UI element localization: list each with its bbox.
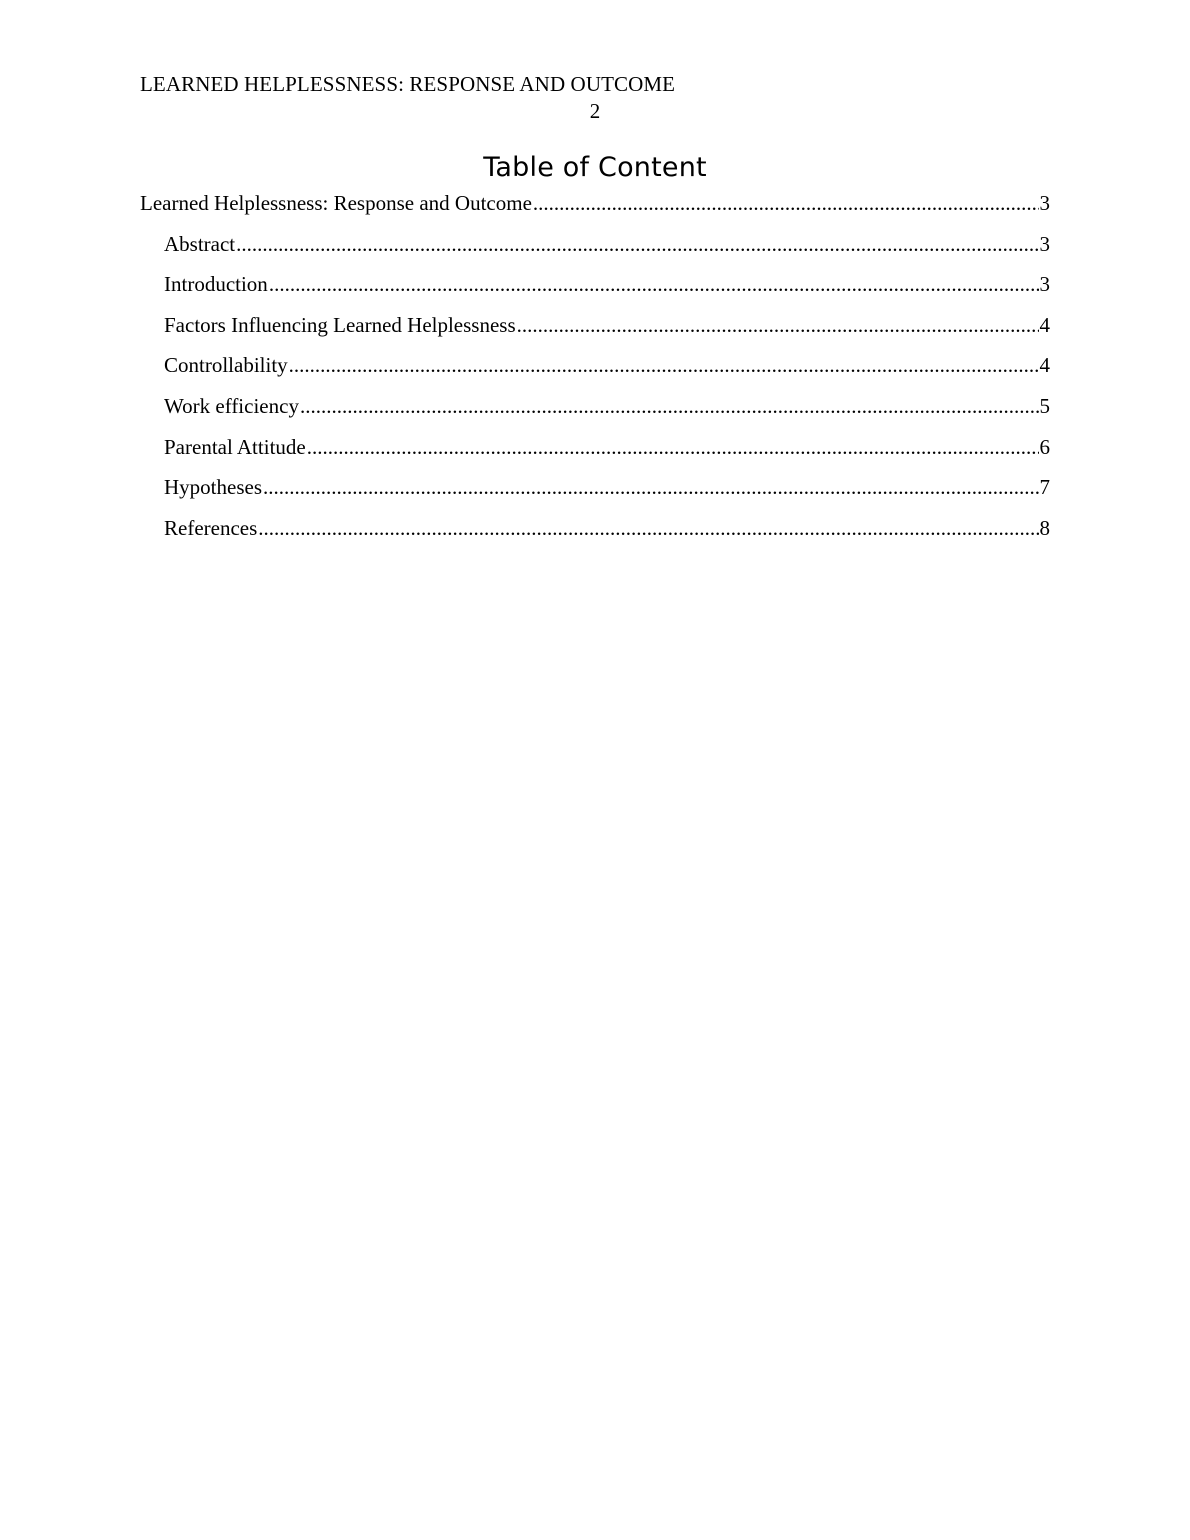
toc-entry[interactable] xyxy=(140,230,1050,271)
toc-dot-leader xyxy=(236,230,1038,258)
toc-entry-page: 3 xyxy=(1039,231,1050,256)
toc-entry-label: Hypotheses xyxy=(164,475,262,500)
toc-entry-label: Factors Influencing Learned Helplessness xyxy=(164,312,516,337)
toc-entry[interactable] xyxy=(140,514,1050,555)
toc-entry-page: 5 xyxy=(1039,393,1050,418)
toc-entry-page: 3 xyxy=(1039,272,1050,297)
toc-dot-leader xyxy=(533,189,1039,217)
toc-entry[interactable] xyxy=(140,433,1050,474)
toc-entry-page: 7 xyxy=(1039,475,1050,500)
toc-entry[interactable] xyxy=(140,189,1050,230)
toc-entry-label: Parental Attitude xyxy=(164,434,306,459)
page-number: 2 xyxy=(589,99,601,123)
toc-entry[interactable] xyxy=(140,473,1050,514)
toc-entry[interactable] xyxy=(140,311,1050,352)
toc-entry-label: Learned Helplessness: Response and Outcome xyxy=(140,191,532,215)
toc-entry-page: 6 xyxy=(1039,434,1050,459)
toc-dot-leader xyxy=(300,392,1039,420)
toc-entry-label: Controllability xyxy=(164,353,288,378)
toc-entry[interactable] xyxy=(140,392,1050,433)
toc-entry-page: 8 xyxy=(1039,515,1050,540)
toc-dot-leader xyxy=(517,311,1039,339)
toc-entry-page: 3 xyxy=(1039,191,1050,215)
toc-entry-page: 4 xyxy=(1039,353,1050,378)
toc-dot-leader xyxy=(258,514,1038,542)
toc-entry-label: Abstract xyxy=(164,231,236,256)
toc-entry[interactable] xyxy=(140,351,1050,392)
toc-dot-leader xyxy=(263,473,1039,501)
toc-entry-label: References xyxy=(164,515,258,540)
toc-entry-label: Work efficiency xyxy=(164,393,299,418)
toc-entry[interactable] xyxy=(140,270,1050,311)
running-head: LEARNED HELPLESSNESS: RESPONSE AND OUTCOME xyxy=(140,72,676,96)
toc-dot-leader xyxy=(289,351,1039,379)
toc-title: Table of Content xyxy=(483,152,707,183)
toc-entry-page: 4 xyxy=(1039,312,1050,337)
toc-dot-leader xyxy=(269,270,1039,298)
toc-entry-label: Introduction xyxy=(164,272,268,297)
table-of-contents xyxy=(140,189,1050,554)
toc-dot-leader xyxy=(307,433,1039,461)
